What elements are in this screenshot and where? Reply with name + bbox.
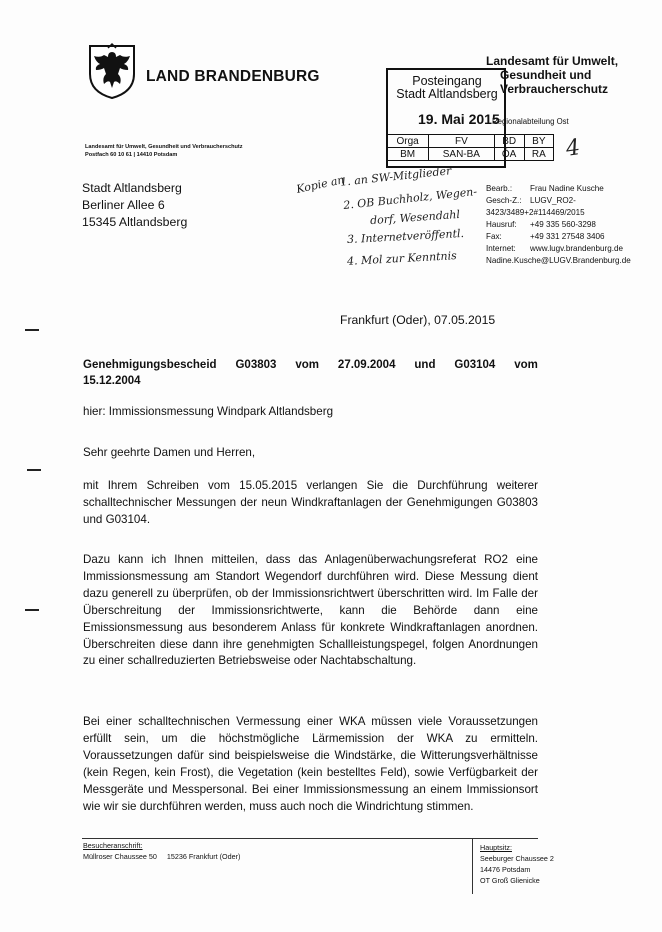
body-paragraph-2: Dazu kann ich Ihnen mitteilen, dass das Anlagenüberwachungsreferat RO2 eine Immissionsmessung am Standort Wegendorf durchführen wird. Diese Messung dient dazu generell zu überprüfen, ob der Immissionsrichtwert überschritten wird. Im Falle der Überschreitung der Immissionsrichtwerte, kann die Behörde dann eine Emissionsmessung aus besonderem Anlass für konkrete Windkraftanlagen anordnen. Überschreiten diese dann ihre genehmigten Schallleistungspegel, folgen Anordnungen zu einer schallreduzierten Betriebsweise oder Nachtabschaltung. [83, 553, 538, 668]
stamp-cell: ÖA [494, 148, 524, 161]
recipient-address [82, 180, 187, 231]
footer-value: Müllroser Chaussee 50 [83, 852, 157, 861]
stamp-grid-row [387, 148, 554, 161]
stamp-cell: BD [494, 135, 524, 148]
subject-line [83, 357, 538, 373]
stamp-cell: Orga [387, 135, 429, 148]
office-line: Landesamt für Umwelt, [486, 54, 619, 68]
handwritten-note: 2. OB Buchholz, Wegen- [342, 185, 478, 212]
footer-label: Hauptsitz: [480, 843, 512, 852]
subject-heading [83, 357, 538, 389]
sender-line: Landesamt für Umwelt, Gesundheit und Verbraucherschutz [85, 144, 243, 150]
subject-word: 27.09.2004 [337, 359, 396, 371]
handwritten-note: dorf, Wesendahl [369, 207, 461, 228]
contact-value: Frau Nadine Kusche [530, 184, 604, 193]
letter-date: Frankfurt (Oder), 07.05.2015 [340, 313, 496, 327]
stamp-year: 2015 [468, 111, 500, 127]
recipient-line: 15345 Altlandsberg [82, 215, 188, 229]
sender-line: Postfach 60 10 61 | 14410 Potsdam [85, 152, 178, 158]
subject-word: vom [514, 359, 538, 371]
stamp-cell: SAN-BA [429, 148, 494, 161]
footer-value: Seeburger Chaussee 2 [480, 854, 554, 863]
handwritten-signature: 4 [564, 135, 582, 162]
handwritten-note: 3. Internetveröffentl. [346, 226, 465, 247]
subject-word: G03104 [454, 359, 496, 371]
footer-value: 14476 Potsdam [480, 865, 531, 874]
body-paragraph-1: mit Ihrem Schreiben vom 15.05.2015 verlangen Sie die Durchführung weiterer schalltechnischer Messungen der neun Windkraftanlagen der Genehmigungen G03803 und G03104. [83, 479, 538, 526]
contact-label: Fax: [486, 232, 502, 241]
sender-return-address [85, 143, 243, 159]
headquarters-address [480, 842, 554, 886]
contact-label: Bearb.: [486, 184, 513, 193]
stamp-cell: BM [387, 148, 429, 161]
stamp-cell: FV [429, 135, 494, 148]
recipient-line: Stadt Altlandsberg [82, 181, 182, 195]
greeting: Sehr geehrte Damen und Herren, [83, 446, 256, 459]
stamp-month: Mai [441, 111, 465, 127]
brandenburg-eagle-icon [86, 40, 138, 100]
stamp-title [396, 75, 498, 101]
subject-line: 15.12.2004 [83, 375, 141, 387]
office-line: Verbraucherschutz [500, 82, 609, 96]
stamp-day: 19. [418, 111, 438, 127]
contact-value: +49 335 560-3298 [530, 220, 596, 229]
footer-label: Besucheranschrift: [83, 841, 143, 850]
contact-label: Gesch-Z.: [486, 196, 522, 205]
contact-value: 3423/3489+2#114469/2015 [486, 208, 585, 217]
stamp-title-line: Stadt Altlandsberg [396, 87, 498, 101]
website-link[interactable]: www.lugv.brandenburg.de [530, 244, 623, 253]
stamp-grid [386, 134, 554, 161]
contact-label: Internet: [486, 244, 516, 253]
stamp-grid-row [387, 135, 554, 148]
subject-word: G03803 [235, 359, 277, 371]
region-label: Regionalabteilung Ost [492, 117, 569, 126]
contact-block [486, 183, 631, 267]
regarding-line: hier: Immissionsmessung Windpark Altlandsberg [83, 405, 334, 418]
handwritten-prefix: Kopie an [295, 173, 346, 196]
contact-value: LUGV_RO2- [530, 196, 576, 205]
body-paragraph-3: Bei einer schalltechnischen Vermessung einer WKA müssen viele Voraussetzungen erfüllt sein, um die höchstmögliche Lärmemission der WKA zu ermitteln. Voraussetzungen dafür sind beispielsweise die Windstärke, die Witterungsverhältnisse (kein Regen, kein Frost), die Vegetation (kein bestelltes Feld), sowie Verfügbarkeit der Messgeräte und Messpersonal. Bei einer Immissionsmessung an einem Immissionsort wie wir sie durchführen werden, muss auch noch die Windrichtung stimmen. [83, 715, 538, 813]
footer-divider [472, 838, 473, 894]
recipient-line: Berliner Allee 6 [82, 198, 165, 212]
fold-mark [25, 609, 39, 611]
fold-mark [27, 469, 41, 471]
stamp-date [418, 111, 500, 127]
visitor-address [83, 840, 240, 862]
subject-word: Genehmigungsbescheid [83, 359, 217, 371]
subject-word: vom [295, 359, 319, 371]
email-link[interactable]: Nadine.Kusche@LUGV.Brandenburg.de [486, 256, 631, 265]
footer-value: 15236 Frankfurt (Oder) [166, 852, 241, 861]
footer-value: OT Groß Glienicke [480, 876, 540, 885]
stamp-cell: RA [524, 148, 553, 161]
handwritten-note: 4. Mol zur Kenntnis [346, 249, 458, 268]
contact-value: +49 331 27548 3406 [530, 232, 605, 241]
handwritten-note: 1. an SW-Mitglieder [339, 164, 452, 189]
stamp-cell: BY [524, 135, 553, 148]
brand-title: LAND BRANDENBURG [146, 68, 320, 85]
office-line: Gesundheit und [500, 68, 592, 82]
subject-word: und [414, 359, 436, 371]
contact-label: Hausruf: [486, 220, 517, 229]
stamp-title-line: Posteingang [412, 74, 482, 88]
footer-rule [82, 838, 538, 839]
fold-mark [25, 329, 39, 331]
